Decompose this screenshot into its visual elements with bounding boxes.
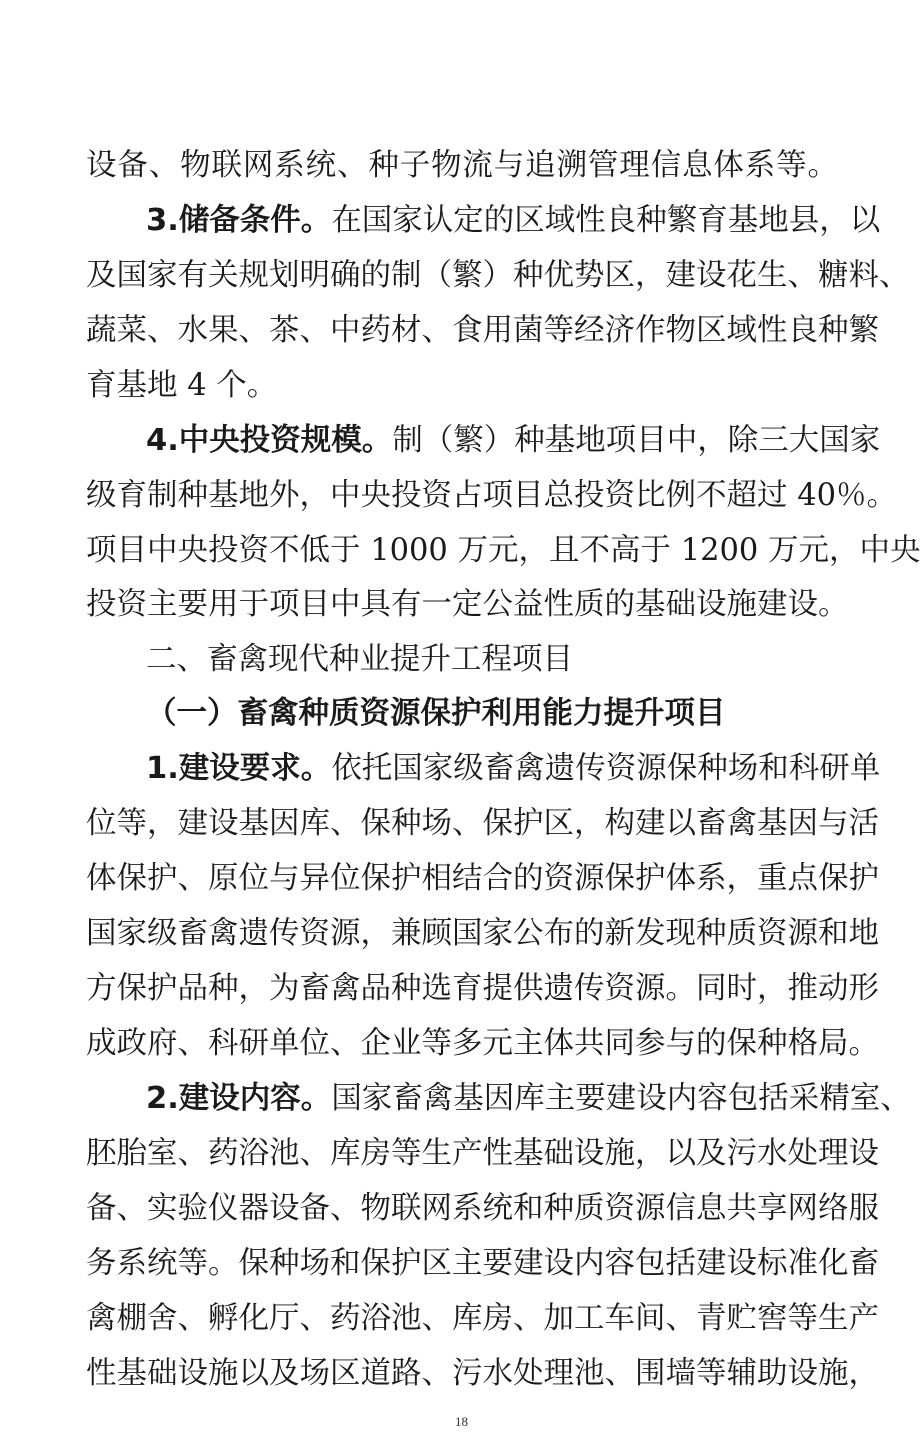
item-4-heading: 4.中央投资规模。 [146,423,393,458]
body-line: 及国家有关规划明确的制（繁）种优势区，建设花生、糖料、 [86,258,910,293]
body-line: 国家级畜禽遗传资源，兼顾国家公布的新发现种质资源和地 [86,916,879,951]
item-3-heading: 3.储备条件。 [146,203,332,238]
item-1-line [86,741,881,797]
body-line: 务系统等。保种场和保护区主要建设内容包括建设标准化畜 [86,1246,879,1281]
item-4-line [86,413,881,469]
body-line: 蔬菜、水果、茶、中药材、食用菌等经济作物区域性良种繁 [86,313,879,348]
item-3-text: 在国家认定的区域性良种繁育基地县，以 [331,203,881,238]
body-line: 成政府、科研单位、企业等多元主体共同参与的保种格局。 [86,1026,879,1061]
body-line: 项目中央投资不低于 1000 万元，且不高于 1200 万元，中央 [86,533,921,568]
body-line: 性基础设施以及场区道路、污水处理池、围墙等辅助设施， [86,1356,879,1391]
body-line: 禽棚舍、孵化厅、药浴池、库房、加工车间、青贮窖等生产 [86,1301,879,1336]
subsection-heading: （一）畜禽种质资源保护利用能力提升项目 [146,696,726,731]
body-line: 设备、物联网系统、种子物流与追溯管理信息体系等。 [86,148,838,183]
body-line: 级育制种基地外，中央投资占项目总投资比例不超过 40％。 [86,478,898,513]
body-line: 投资主要用于项目中具有一定公益性质的基础设施建设。 [86,587,849,622]
item-3-line [86,193,881,249]
page-number: 18 [455,1414,468,1429]
body-line: 育基地 4 个。 [86,368,278,403]
item-2-text: 国家畜禽基因库主要建设内容包括采精室、 [331,1081,911,1116]
item-2-line [86,1071,911,1127]
item-2-heading: 2.建设内容。 [146,1081,332,1116]
section-heading: 二、畜禽现代种业提升工程项目 [146,642,573,677]
item-1-text: 依托国家级畜禽遗传资源保种场和科研单 [331,751,881,786]
body-line: 方保护品种，为畜禽品种选育提供遗传资源。同时，推动形 [86,971,879,1006]
body-line: 胚胎室、药浴池、库房等生产性基础设施，以及污水处理设 [86,1136,879,1171]
item-1-heading: 1.建设要求。 [146,751,332,786]
item-4-text: 制（繁）种基地项目中，除三大国家 [392,423,881,458]
body-line: 位等，建设基因库、保种场、保护区，构建以畜禽基因与活 [86,806,879,841]
body-line: 备、实验仪器设备、物联网系统和种质资源信息共享网络服 [86,1191,879,1226]
body-line: 体保护、原位与异位保护相结合的资源保护体系，重点保护 [86,861,879,896]
